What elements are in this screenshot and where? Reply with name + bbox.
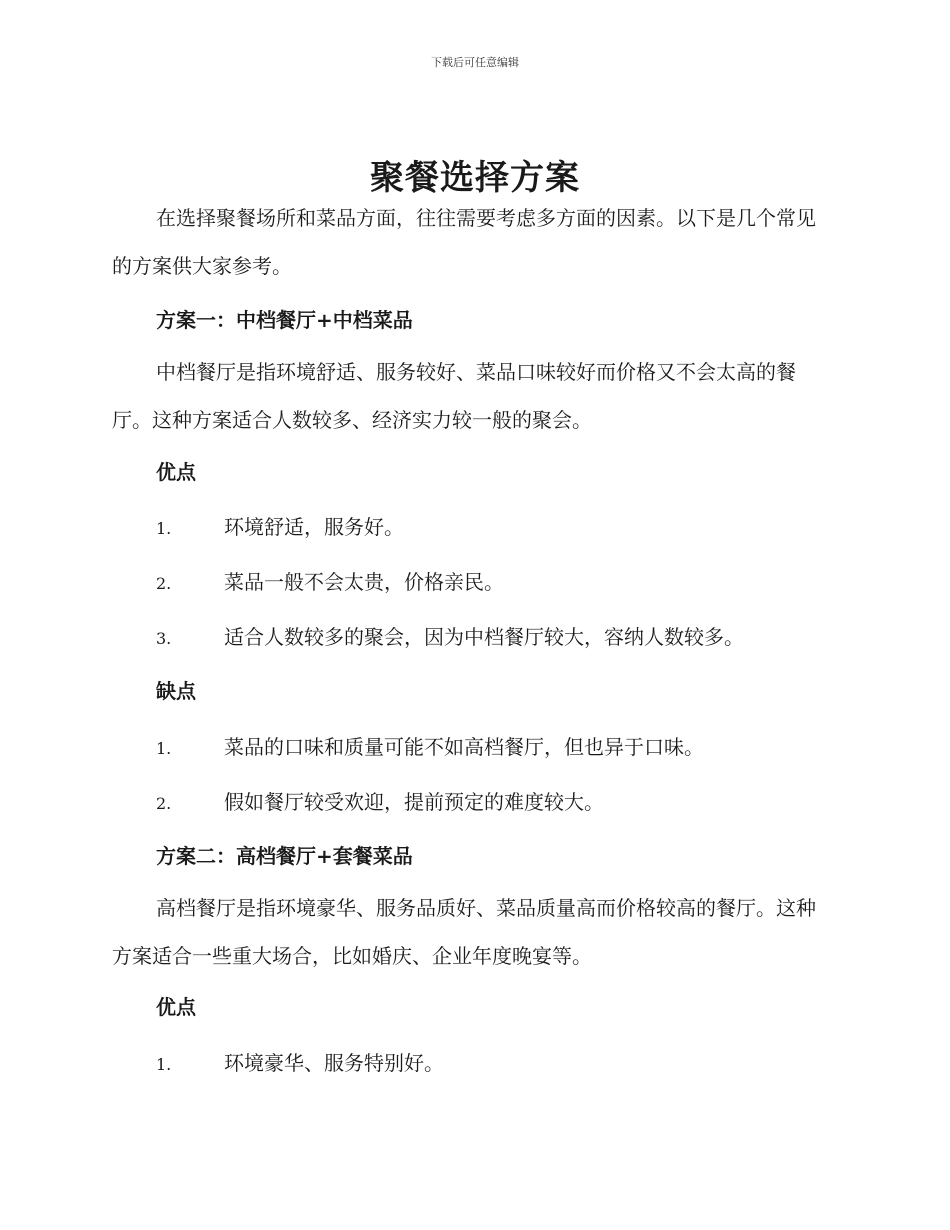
list-item [156,511,404,540]
list-number: 1. [156,739,172,758]
plan1-pros-heading: 优点 [156,460,196,484]
plan2-description: 高档餐厅是指环境豪华、服务品质好、菜品质量高而价格较高的餐厅。这种方案适合一些重大场合，比如婚庆、企业年度晚宴等。 [112,896,816,968]
list-number: 2. [156,574,172,593]
list-number: 1. [156,519,172,538]
list-item [156,621,744,650]
list-number: 2. [156,794,172,813]
list-item [156,1047,444,1076]
list-text: 假如餐厅较受欢迎，提前预定的难度较大。 [224,790,604,814]
list-number: 3. [156,629,172,648]
list-item [156,731,704,760]
plan1-cons-heading: 缺点 [156,679,196,703]
list-text: 环境舒适，服务好。 [224,515,404,539]
list-number: 1. [156,1055,172,1074]
list-item [156,786,604,815]
list-item [156,566,504,595]
header-note: 下载后可任意编辑 [431,56,519,69]
intro-paragraph: 在选择聚餐场所和菜品方面，往往需要考虑多方面的因素。以下是几个常见的方案供大家参考。 [112,206,816,278]
plan2-heading: 方案二：高档餐厅+套餐菜品 [156,844,413,868]
list-text: 适合人数较多的聚会，因为中档餐厅较大，容纳人数较多。 [224,625,744,649]
plan1-description: 中档餐厅是指环境舒适、服务较好、菜品口味较好而价格又不会太高的餐厅。这种方案适合人数较多、经济实力较一般的聚会。 [112,360,796,432]
list-text: 菜品一般不会太贵，价格亲民。 [224,570,504,594]
plan1-heading: 方案一：中档餐厅+中档菜品 [156,308,413,332]
list-text: 菜品的口味和质量可能不如高档餐厅，但也异于口味。 [224,735,704,759]
list-text: 环境豪华、服务特别好。 [224,1051,444,1075]
page-title: 聚餐选择方案 [370,158,580,198]
plan2-pros-heading: 优点 [156,995,196,1019]
